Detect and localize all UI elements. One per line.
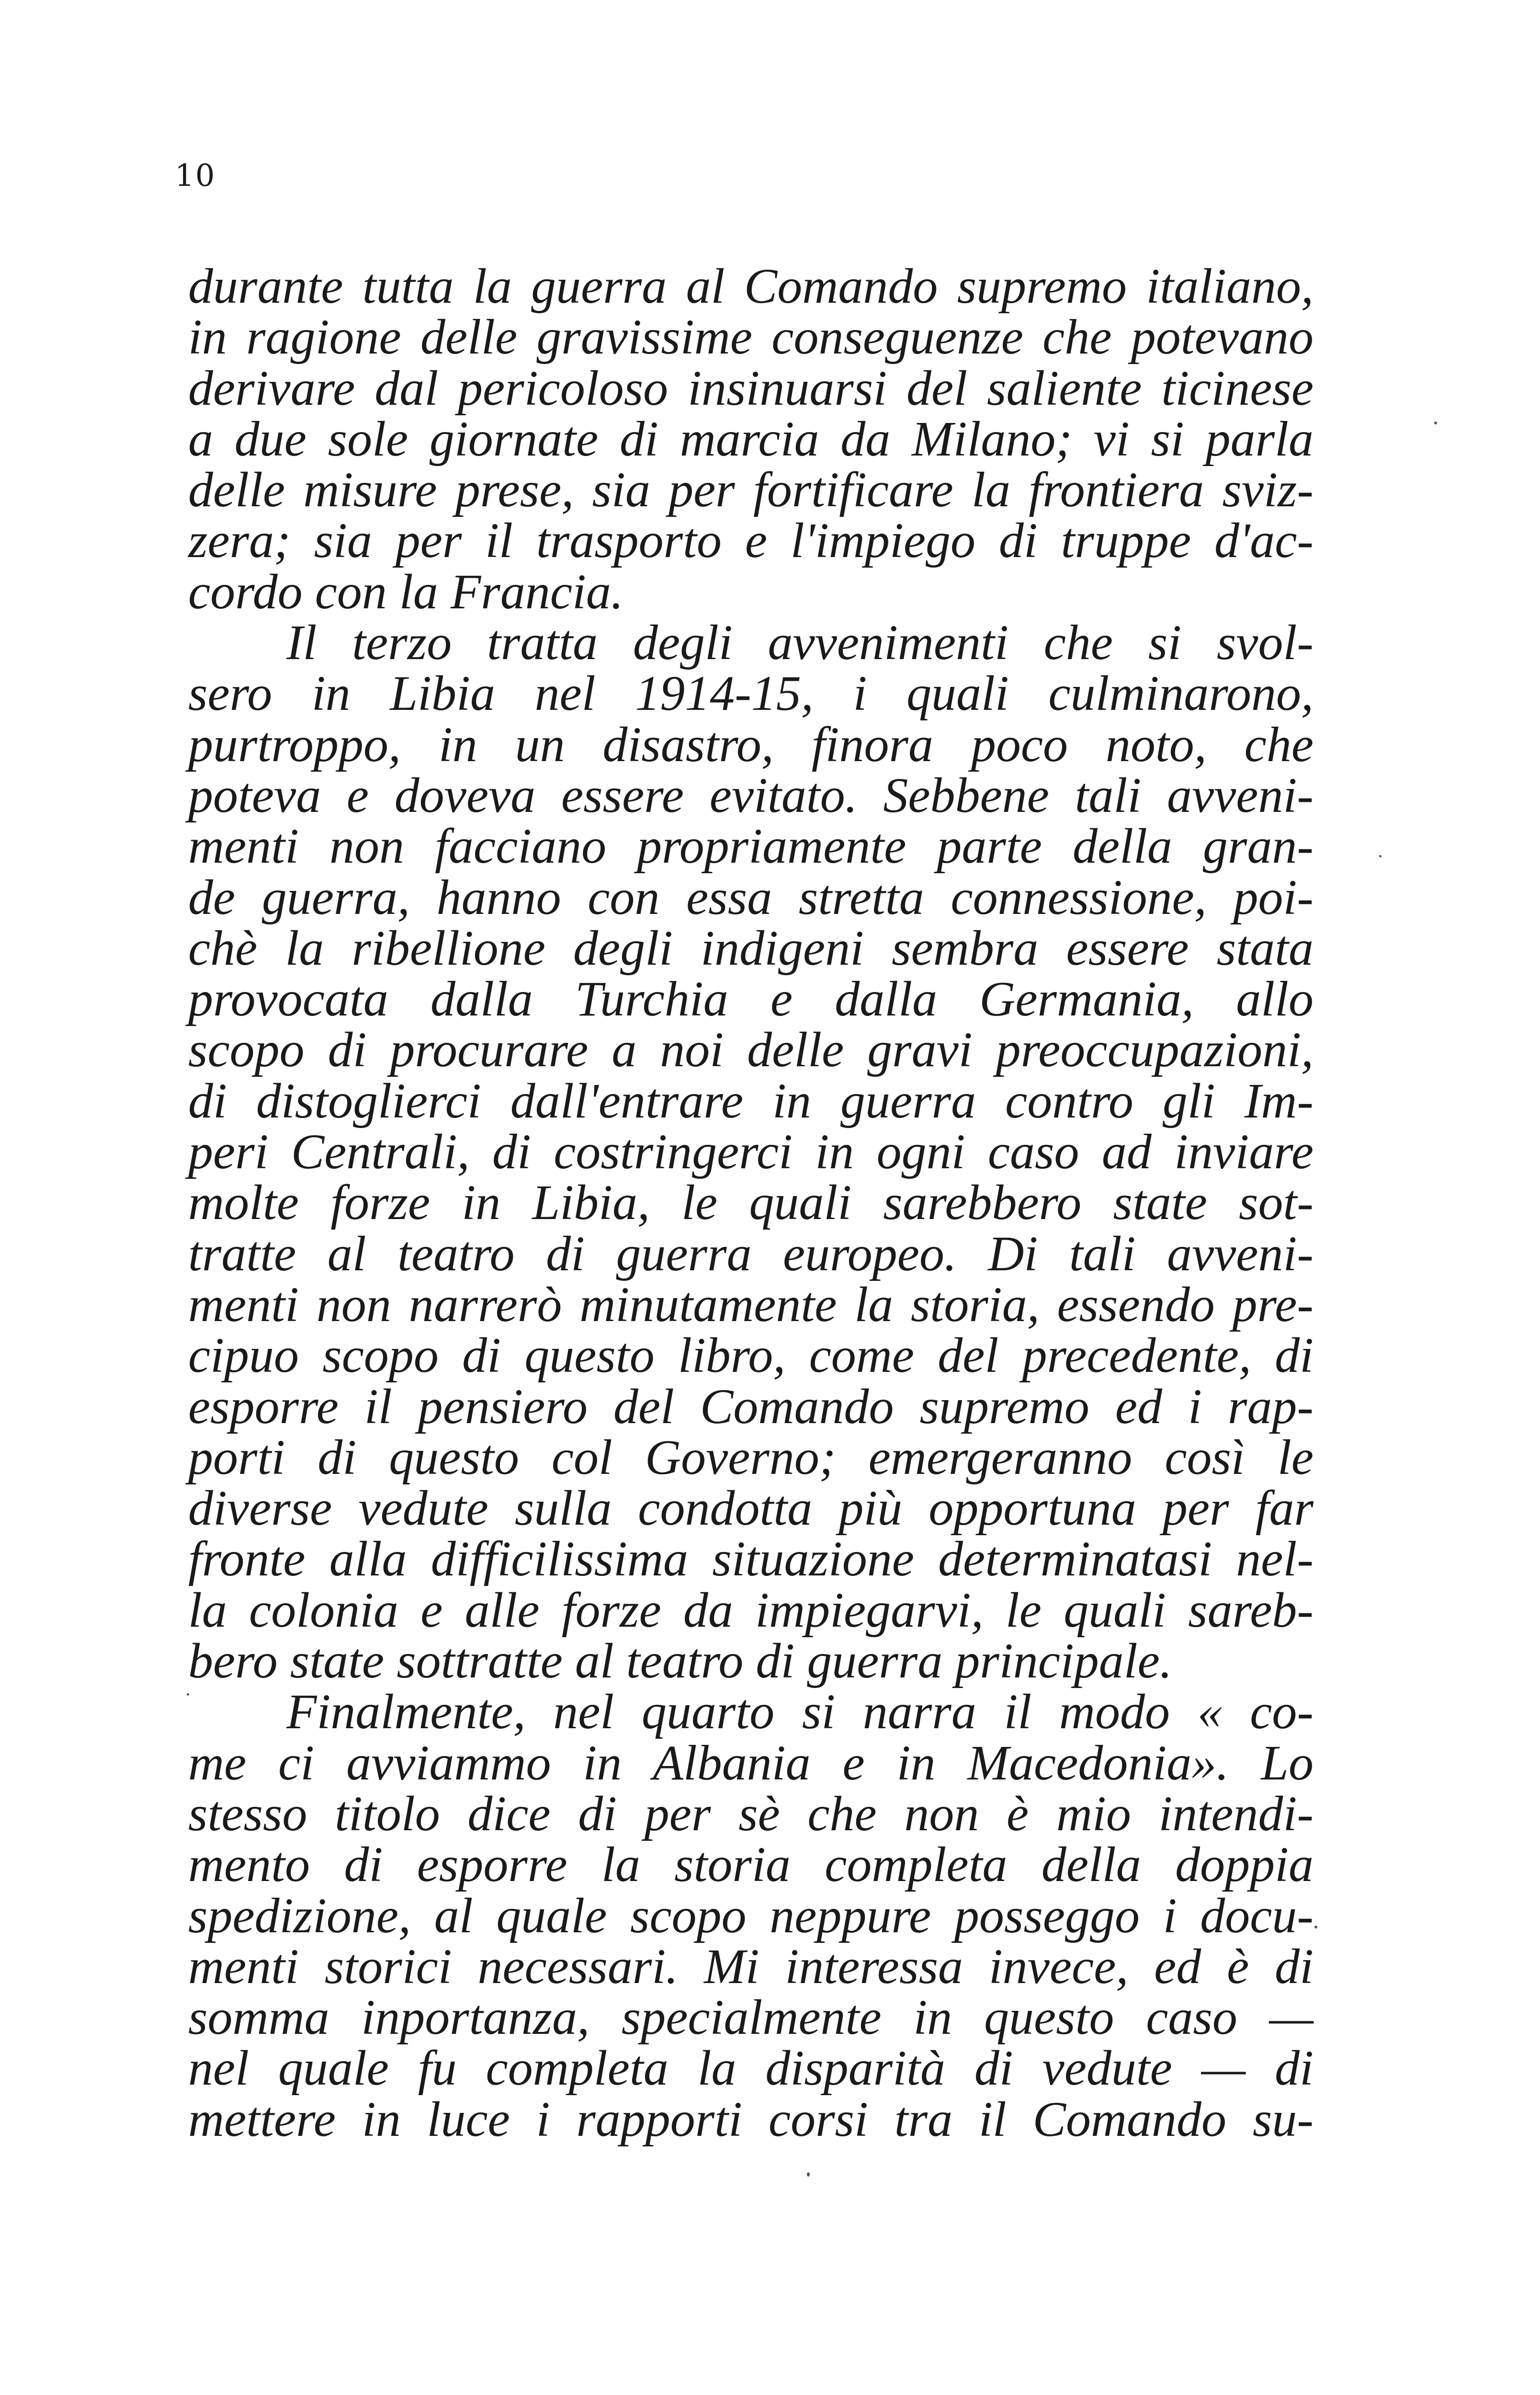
text-line: stesso titolo dice di per sè che non è mio intendi- <box>188 1786 1314 1841</box>
text-line: scopo di procurare a noi delle gravi preoccupazioni, <box>188 1022 1314 1078</box>
text-line: me ci avviammo in Albania e in Macedonia». Lo <box>188 1735 1314 1791</box>
text-line: esporre il pensiero del Comando supremo ed i rap- <box>188 1379 1314 1434</box>
text-line: mento di esporre la storia completa della doppia <box>188 1837 1314 1893</box>
text-line: a due sole giornate di marcia da Milano; vi si parla <box>188 411 1314 467</box>
text-line: spedizione, al quale scopo neppure posseggo i docu- <box>188 1888 1314 1943</box>
text-line: de guerra, hanno con essa stretta connessione, poi- <box>188 869 1314 925</box>
text-line: porti di questo col Governo; emergeranno così le <box>188 1429 1314 1485</box>
text-line: menti non narrerò minutamente la storia, essendo pre- <box>188 1277 1314 1332</box>
text-line: cipuo scopo di questo libro, come del precedente, di <box>188 1328 1314 1383</box>
text-line: zera; sia per il trasporto e l'impiego di truppe d'ac- <box>188 513 1314 569</box>
text-line: mettere in luce i rapporti corsi tra il Comando su- <box>188 2091 1314 2147</box>
text-line: peri Centrali, di costringerci in ogni caso ad inviare <box>188 1124 1314 1180</box>
text-line: cordo con la Francia. <box>188 564 623 619</box>
text-line: derivare dal pericoloso insinuarsi del saliente ticinese <box>188 360 1314 416</box>
paragraph-start-line: Finalmente, nel quarto si narra il modo « co- <box>286 1684 1314 1740</box>
text-line: provocata dalla Turchia e dalla Germania, allo <box>188 971 1314 1027</box>
text-line: bero state sottratte al teatro di guerra principale. <box>188 1633 1172 1689</box>
print-speck <box>187 1693 189 1696</box>
text-line: in ragione delle gravissime conseguenze che potevano <box>188 309 1314 365</box>
text-line: purtroppo, in un disastro, finora poco noto, che <box>188 717 1314 772</box>
text-line: menti storici necessari. Mi interessa invece, ed è di <box>188 1939 1314 1994</box>
text-line: chè la ribellione degli indigeni sembra essere stata <box>188 920 1314 976</box>
body-text <box>188 261 1314 2145</box>
text-line: menti non facciano propriamente parte della gran- <box>188 819 1314 874</box>
paragraph-start-line: Il terzo tratta degli avvenimenti che si svol- <box>286 615 1314 671</box>
text-line: poteva e doveva essere evitato. Sebbene tali avveni- <box>188 767 1314 823</box>
page-number: 10 <box>175 158 216 194</box>
text-line: tratte al teatro di guerra europeo. Di tali avveni- <box>188 1226 1314 1281</box>
text-line: delle misure prese, sia per fortificare la frontiera sviz- <box>188 462 1314 518</box>
text-line: somma inportanza, specialmente in questo caso — <box>188 1990 1314 2045</box>
text-line: fronte alla difficilissima situazione determinatasi nel- <box>188 1531 1314 1587</box>
text-line: durante tutta la guerra al Comando supremo italiano, <box>188 259 1314 314</box>
print-speck <box>1314 1926 1317 1928</box>
text-line: diverse vedute sulla condotta più opportuna per far <box>188 1481 1314 1536</box>
print-speck <box>807 2172 810 2177</box>
text-line: molte forze in Libia, le quali sarebbero state sot- <box>188 1175 1314 1231</box>
text-line: di distoglierci dall'entrare in guerra contro gli Im- <box>188 1073 1314 1129</box>
text-line: nel quale fu completa la disparità di vedute — di <box>188 2041 1314 2096</box>
text-line: sero in Libia nel 1914-15, i quali culminarono, <box>188 666 1314 721</box>
text-line: la colonia e alle forze da impiegarvi, le quali sareb- <box>188 1582 1314 1638</box>
print-speck <box>1379 855 1381 857</box>
print-speck <box>1434 422 1437 424</box>
